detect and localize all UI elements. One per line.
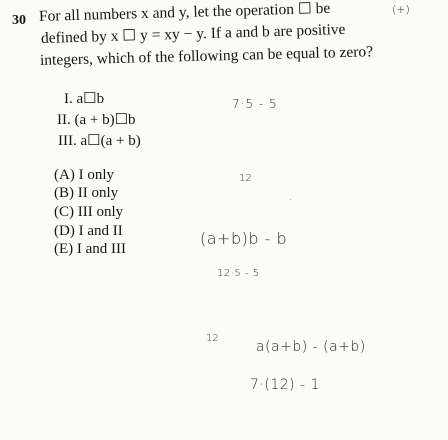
choice-label: (C) <box>54 204 74 220</box>
handwritten-note-expression-ii: (a+b)b - b <box>200 229 288 248</box>
answer-choice-c[interactable] <box>54 203 123 221</box>
statement-ii <box>57 111 136 129</box>
answer-choice-d[interactable] <box>54 222 123 240</box>
question-number: 30 <box>12 13 26 28</box>
handwritten-note-plus: (+) <box>392 3 410 16</box>
choice-label: (B) <box>54 185 74 201</box>
choice-text: I and II <box>78 223 123 239</box>
answer-choice-a[interactable] <box>54 166 114 184</box>
statement-i <box>64 90 104 108</box>
handwritten-note-12-a: 12 <box>239 173 252 184</box>
choice-label: (A) <box>54 167 75 183</box>
statement-ii-expression: (a + b)☐b <box>74 112 136 128</box>
statement-iii-label: III. <box>58 133 77 149</box>
handwritten-note-12-b: 12 <box>206 333 219 344</box>
statement-i-label: I. <box>64 91 73 107</box>
choice-text: I only <box>78 167 114 183</box>
statement-iii-expression: a☐(a + b) <box>80 133 141 149</box>
handwritten-note-calc-2: 12·5 - 5 <box>217 268 260 279</box>
statement-iii <box>58 132 141 150</box>
choice-text: III only <box>77 204 124 220</box>
handwritten-note-calc-3: 7·(12) - 1 <box>250 377 320 393</box>
choice-text: I and III <box>76 241 127 257</box>
choice-label: (D) <box>54 223 75 239</box>
choice-label: (E) <box>54 241 74 257</box>
answer-choice-e[interactable] <box>54 240 126 258</box>
choice-text: II only <box>77 185 119 201</box>
question-text-line-1: For all numbers x and y, let the operation ☐ be <box>38 0 331 25</box>
question-text-line-2: defined by x ☐ y = xy − y. If a and b are positive <box>40 20 346 47</box>
answer-choice-b[interactable] <box>54 184 118 202</box>
handwritten-note-calc-1: 7·5 - 5 <box>232 97 278 111</box>
statement-ii-label: II. <box>57 112 71 128</box>
handwritten-note-expression-iii: a(a+b) - (a+b) <box>256 339 366 355</box>
handwritten-dot: . <box>289 192 293 203</box>
question-text-line-3: integers, which of the following can be equal to zero? <box>39 43 374 69</box>
statement-i-expression: a☐b <box>76 91 105 107</box>
